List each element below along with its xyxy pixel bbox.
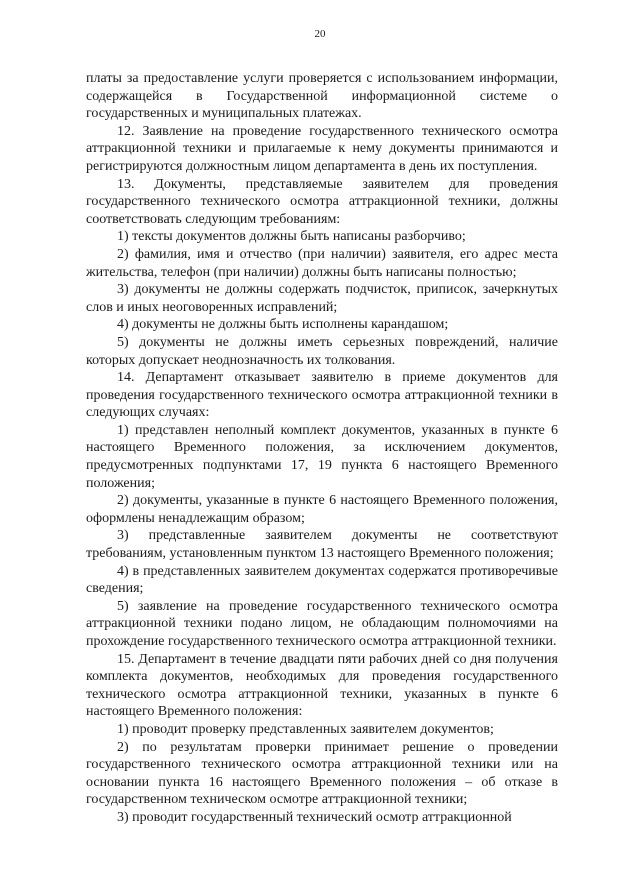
document-body bbox=[86, 70, 558, 827]
requirement-item-2: 2) фамилия, имя и отчество (при наличии) заявителя, его адрес места жительства, телефон (при наличии) должны быть написаны полностью; bbox=[86, 246, 558, 280]
paragraph-15-department-actions: 15. Департамент в течение двадцати пяти рабочих дней со дня получения комплекта документов, необходимых для проведения государственного технического осмотра аттракционной техники, указанных в пункте 6 настоящего Временного положения: bbox=[86, 651, 558, 720]
action-item-2: 2) по результатам проверки принимает решение о проведении государственного технического осмотра аттракционной техники или на основании пункта 16 настоящего Временного положения – об отказе в государственном техническом осмотре аттракционной техники; bbox=[86, 739, 558, 808]
requirement-item-5: 5) документы не должны иметь серьезных повреждений, наличие которых допускает неоднозначность их толкования. bbox=[86, 334, 558, 368]
refusal-item-1: 1) представлен неполный комплект документов, указанных в пункте 6 настоящего Временного положения, за исключением документов, предусмотренных подпунктами 17, 19 пункта 6 настоящего Временного положения; bbox=[86, 422, 558, 491]
refusal-item-3: 3) представленные заявителем документы не соответствуют требованиям, установленным пунктом 13 настоящего Временного положения; bbox=[86, 528, 558, 562]
refusal-item-2: 2) документы, указанные в пункте 6 настоящего Временного положения, оформлены ненадлежащим образом; bbox=[86, 493, 558, 526]
action-item-1: 1) проводит проверку представленных заявителем документов; bbox=[117, 721, 494, 737]
requirement-item-4: 4) документы не должны быть исполнены карандашом; bbox=[117, 317, 449, 333]
page-number: 20 bbox=[314, 28, 326, 40]
paragraph-continuation-payment-check: платы за предоставление услуги проверяется с использованием информации, содержащейся в Государственной информационной системе о государственных и муниципальных платежах. bbox=[86, 71, 558, 122]
paragraph-13-document-requirements: 13. Документы, представляемые заявителем для проведения государственного технического осмотра аттракционной техники, должны соответствовать следующим требованиям: bbox=[86, 176, 558, 227]
action-item-3: 3) проводит государственный технический осмотр аттракционной bbox=[117, 809, 512, 825]
requirement-item-1: 1) тексты документов должны быть написаны разборчиво; bbox=[117, 229, 466, 245]
requirement-item-3: 3) документы не должны содержать подчисток, приписок, зачеркнутых слов и иных неоговоренных исправлений; bbox=[86, 282, 558, 315]
paragraph-12-application-registration: 12. Заявление на проведение государственного технического осмотра аттракционной техники и прилагаемые к нему документы принимаются и регистрируются должностным лицом департамента в день их поступления. bbox=[86, 123, 558, 174]
paragraph-14-refusal-grounds: 14. Департамент отказывает заявителю в приеме документов для проведения государственного технического осмотра аттракционной техники в следующих случаях: bbox=[86, 370, 558, 421]
refusal-item-5: 5) заявление на проведение государственного технического осмотра аттракционной техники подано лицом, не обладающим полномочиями на прохождение государственного технического осмотра аттракционной техники. bbox=[86, 598, 558, 649]
refusal-item-4: 4) в представленных заявителем документах содержатся противоречивые сведения; bbox=[86, 563, 558, 597]
